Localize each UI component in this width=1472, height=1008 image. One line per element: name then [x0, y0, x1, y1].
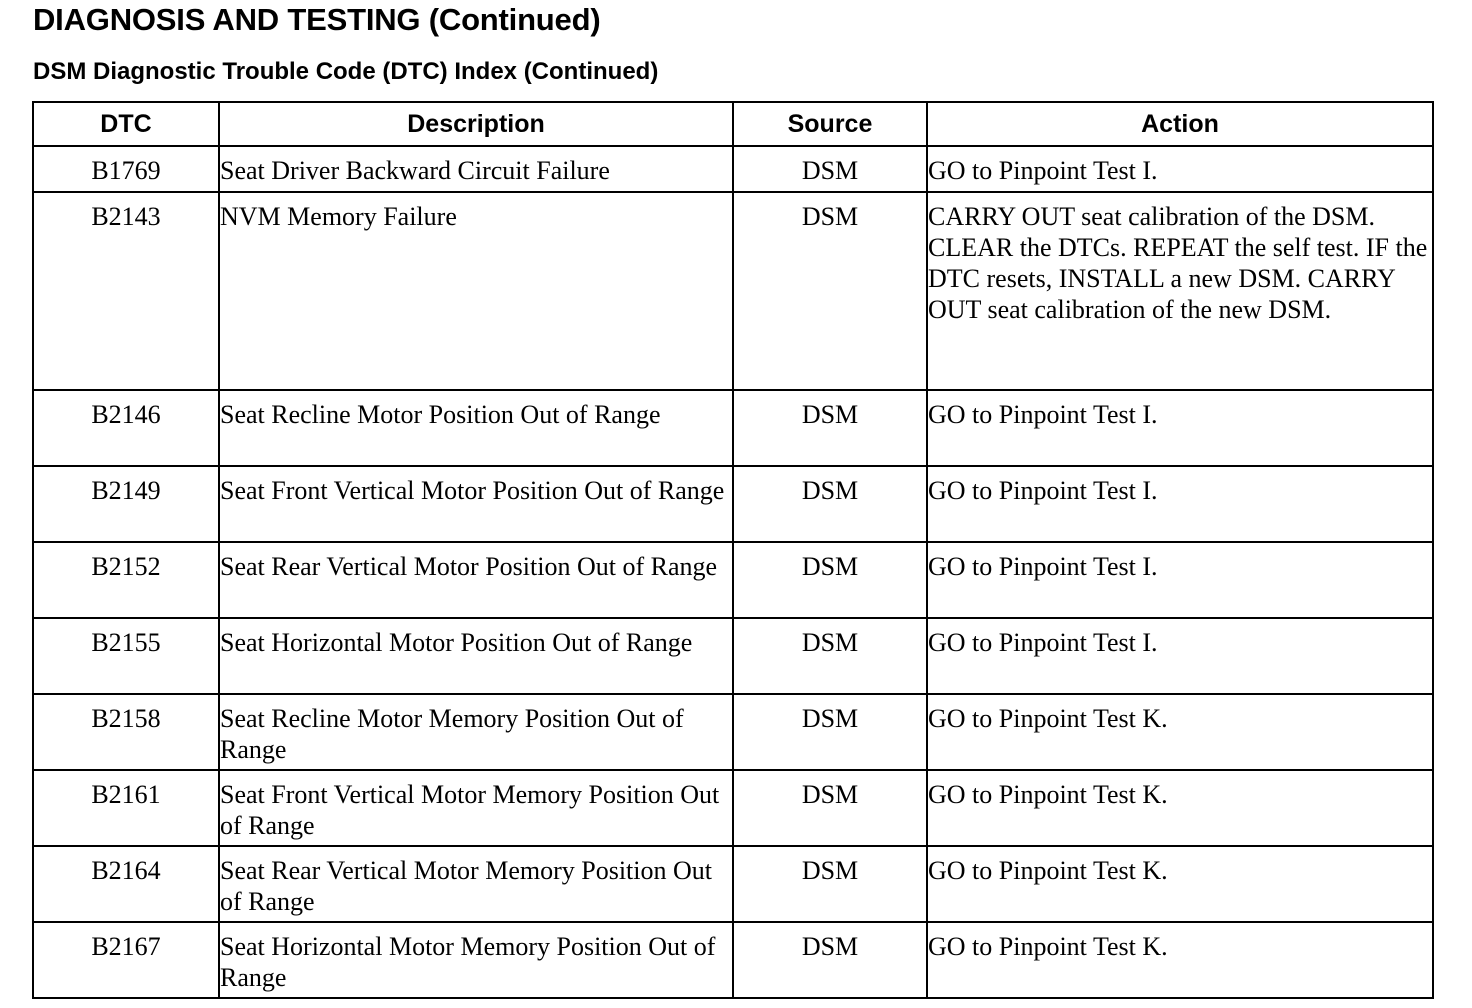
column-header-source: Source — [733, 102, 927, 146]
dtc-source: DSM — [733, 390, 927, 466]
dtc-code: B2164 — [33, 846, 219, 922]
table-row — [33, 390, 1433, 466]
dtc-description: Seat Front Vertical Motor Position Out of Range — [219, 466, 733, 542]
dtc-action: GO to Pinpoint Test I. — [927, 618, 1433, 694]
dtc-source: DSM — [733, 618, 927, 694]
dtc-description: Seat Recline Motor Position Out of Range — [219, 390, 733, 466]
dtc-description: Seat Driver Backward Circuit Failure — [219, 146, 733, 192]
table-row — [33, 542, 1433, 618]
column-header-description: Description — [219, 102, 733, 146]
dtc-code: B2143 — [33, 192, 219, 390]
page-title: DIAGNOSIS AND TESTING (Continued) — [33, 2, 601, 37]
dtc-description: Seat Horizontal Motor Memory Position Out of Range — [219, 922, 733, 998]
dtc-source: DSM — [733, 694, 927, 770]
table-row — [33, 192, 1433, 390]
table-header-row — [33, 102, 1433, 146]
dtc-source: DSM — [733, 146, 927, 192]
dtc-code: B2158 — [33, 694, 219, 770]
dtc-source: DSM — [733, 770, 927, 846]
dtc-source: DSM — [733, 922, 927, 998]
dtc-description: Seat Horizontal Motor Position Out of Range — [219, 618, 733, 694]
table-row — [33, 770, 1433, 846]
section-title: DSM Diagnostic Trouble Code (DTC) Index (Continued) — [33, 58, 659, 85]
dtc-code: B2149 — [33, 466, 219, 542]
dtc-action: GO to Pinpoint Test K. — [927, 922, 1433, 998]
dtc-code: B2167 — [33, 922, 219, 998]
dtc-source: DSM — [733, 542, 927, 618]
dtc-code: B2161 — [33, 770, 219, 846]
dtc-action: CARRY OUT seat calibration of the DSM. CLEAR the DTCs. REPEAT the self test. IF the DTC resets, INSTALL a new DSM. CARRY OUT seat calibration of the new DSM. — [927, 192, 1433, 390]
dtc-code: B2152 — [33, 542, 219, 618]
dtc-description: Seat Front Vertical Motor Memory Position Out of Range — [219, 770, 733, 846]
dtc-description: Seat Rear Vertical Motor Memory Position Out of Range — [219, 846, 733, 922]
dtc-action: GO to Pinpoint Test I. — [927, 542, 1433, 618]
dtc-action: GO to Pinpoint Test I. — [927, 146, 1433, 192]
dtc-source: DSM — [733, 192, 927, 390]
dtc-code: B2155 — [33, 618, 219, 694]
column-header-dtc: DTC — [33, 102, 219, 146]
dtc-action: GO to Pinpoint Test K. — [927, 846, 1433, 922]
dtc-source: DSM — [733, 466, 927, 542]
dtc-action: GO to Pinpoint Test I. — [927, 466, 1433, 542]
dtc-action: GO to Pinpoint Test K. — [927, 770, 1433, 846]
table-row — [33, 846, 1433, 922]
dtc-code: B1769 — [33, 146, 219, 192]
table-row — [33, 922, 1433, 998]
table-row — [33, 466, 1433, 542]
dtc-action: GO to Pinpoint Test K. — [927, 694, 1433, 770]
dtc-description: Seat Recline Motor Memory Position Out of Range — [219, 694, 733, 770]
table-row — [33, 146, 1433, 192]
column-header-action: Action — [927, 102, 1433, 146]
table-row — [33, 618, 1433, 694]
dtc-code: B2146 — [33, 390, 219, 466]
table-row — [33, 694, 1433, 770]
dtc-action: GO to Pinpoint Test I. — [927, 390, 1433, 466]
dtc-index-table — [32, 101, 1434, 999]
dtc-source: DSM — [733, 846, 927, 922]
dtc-description: Seat Rear Vertical Motor Position Out of Range — [219, 542, 733, 618]
dtc-description: NVM Memory Failure — [219, 192, 733, 390]
